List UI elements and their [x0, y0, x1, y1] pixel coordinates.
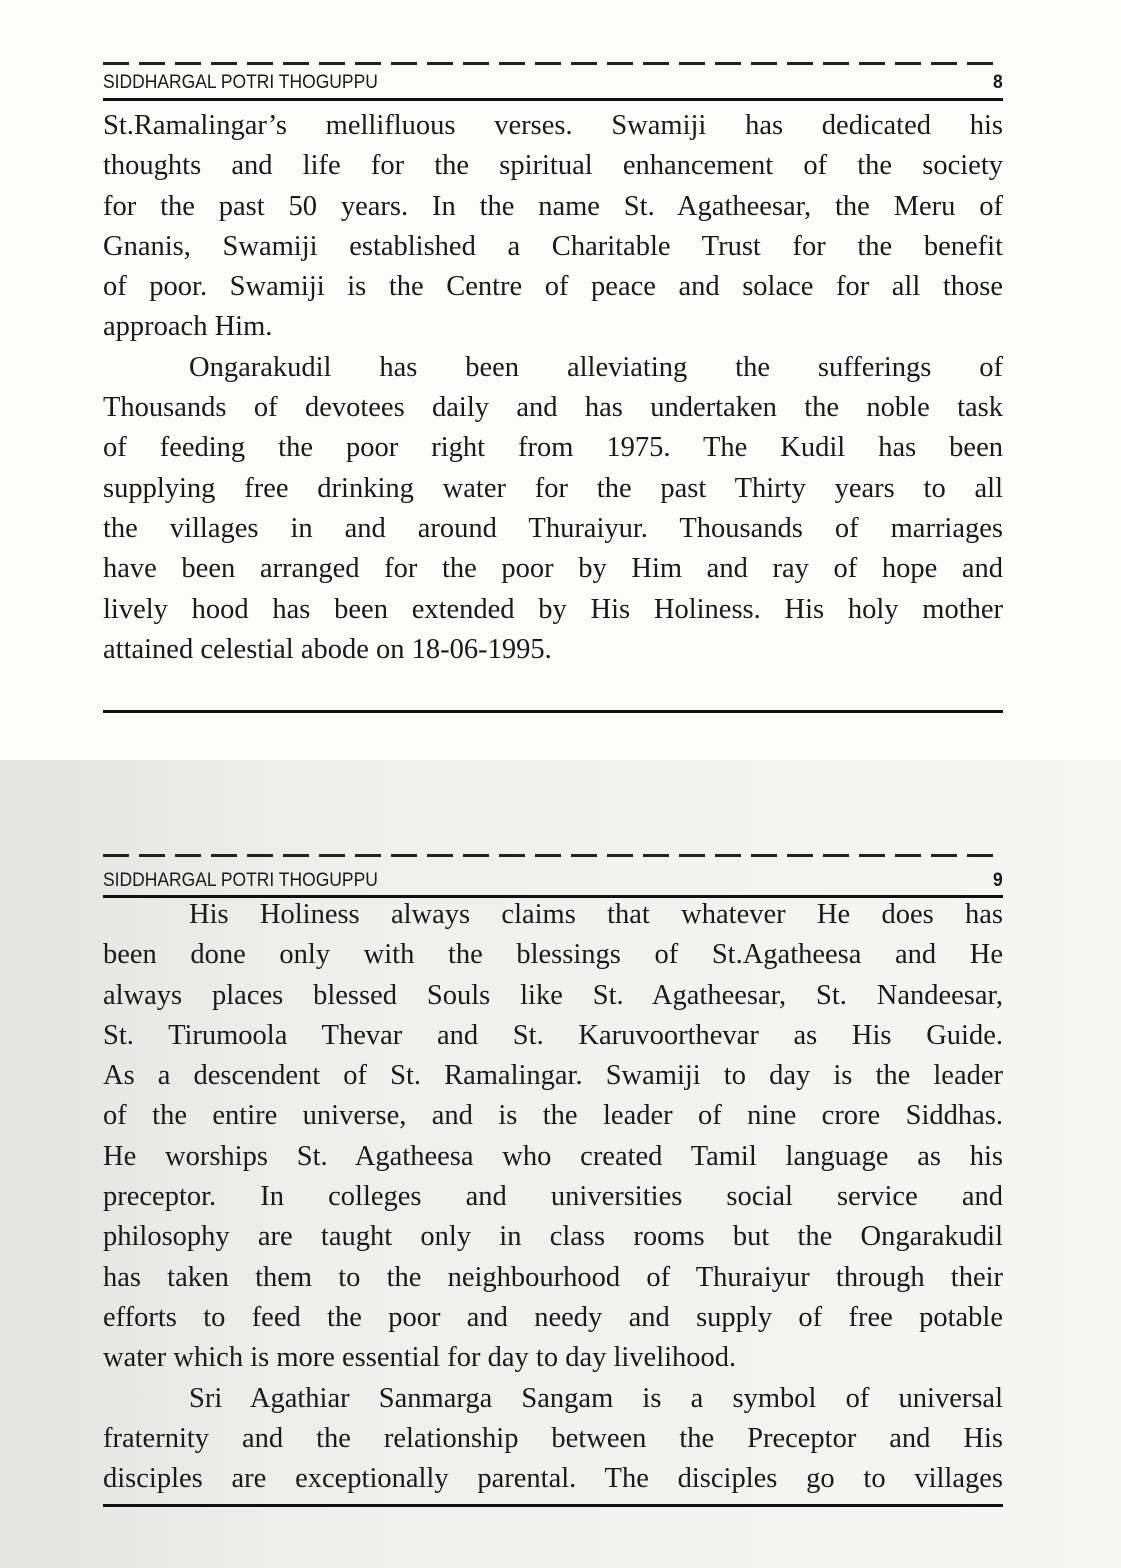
text-line: fraternity and the relationship between the Preceptor and His [103, 1422, 1003, 1454]
page-number: 9 [993, 870, 1003, 891]
text-line: St. Tirumoola Thevar and St. Karuvoorthevar as His Guide. [103, 1019, 1003, 1051]
dashed-rule [103, 854, 1003, 857]
text-line: supplying free drinking water for the past Thirty years to all [103, 472, 1003, 504]
text-line: been done only with the blessings of St.Agatheesa and He [103, 939, 1003, 971]
text-line: Sri Agathiar Sanmarga Sangam is a symbol of universal [189, 1382, 1003, 1414]
paragraph [103, 348, 1003, 670]
text-line: have been arranged for the poor by Him and ray of hope and [103, 553, 1003, 585]
text-line: the villages in and around Thuraiyur. Thousands of marriages [103, 512, 1003, 544]
paragraph [103, 106, 1003, 348]
text-line: St.Ramalingar’s mellifluous verses. Swamiji has dedicated his [103, 110, 1003, 141]
text-line: Gnanis, Swamiji established a Charitable Trust for the benefit [103, 230, 1003, 262]
text-line: always places blessed Souls like St. Agatheesar, St. Nandeesar, [103, 979, 1003, 1011]
paragraph [103, 1379, 1003, 1500]
running-header [103, 72, 1003, 94]
text-line: approach Him. [103, 311, 273, 343]
text-line: As a descendent of St. Ramalingar. Swamiji to day is the leader [103, 1060, 1003, 1092]
text-line: thoughts and life for the spiritual enhancement of the society [103, 150, 1003, 182]
page-8 [0, 0, 1121, 760]
text-line: efforts to feed the poor and needy and supply of free potable [103, 1301, 1003, 1333]
header-rule [103, 98, 1003, 101]
header-title: SIDDHARGAL POTRI THOGUPPU [103, 870, 378, 891]
text-line: for the past 50 years. In the name St. Agatheesar, the Meru of [103, 190, 1003, 222]
page-body [103, 106, 1003, 670]
page-body [103, 895, 1003, 1499]
text-line: of poor. Swamiji is the Centre of peace and solace for all those [103, 271, 1003, 303]
page-number: 8 [993, 72, 1003, 93]
text-line: attained celestial abode on 18-06-1995. [103, 633, 552, 665]
text-line: philosophy are taught only in class rooms but the Ongarakudil [103, 1221, 1003, 1253]
dashed-rule [103, 62, 1003, 65]
text-line: Ongarakudil has been alleviating the sufferings of [189, 351, 1003, 383]
text-line: has taken them to the neighbourhood of Thuraiyur through their [103, 1261, 1003, 1293]
text-line: Thousands of devotees daily and has undertaken the noble task [103, 392, 1003, 424]
footer-rule [103, 1504, 1003, 1507]
running-header [103, 870, 1003, 892]
text-line: His Holiness always claims that whatever He does has [189, 899, 1003, 930]
text-line: water which is more essential for day to day livelihood. [103, 1342, 737, 1374]
paragraph [103, 895, 1003, 1379]
header-title: SIDDHARGAL POTRI THOGUPPU [103, 72, 378, 93]
text-line: preceptor. In colleges and universities social service and [103, 1181, 1003, 1213]
text-line: disciples are exceptionally parental. The disciples go to villages [103, 1463, 1003, 1495]
text-line: He worships St. Agatheesa who created Tamil language as his [103, 1140, 1003, 1172]
footer-rule [103, 710, 1003, 713]
text-line: of the entire universe, and is the leader of nine crore Siddhas. [103, 1100, 1003, 1132]
text-line: of feeding the poor right from 1975. The Kudil has been [103, 432, 1003, 464]
text-line: lively hood has been extended by His Holiness. His holy mother [103, 593, 1003, 625]
page-9 [0, 760, 1121, 1568]
